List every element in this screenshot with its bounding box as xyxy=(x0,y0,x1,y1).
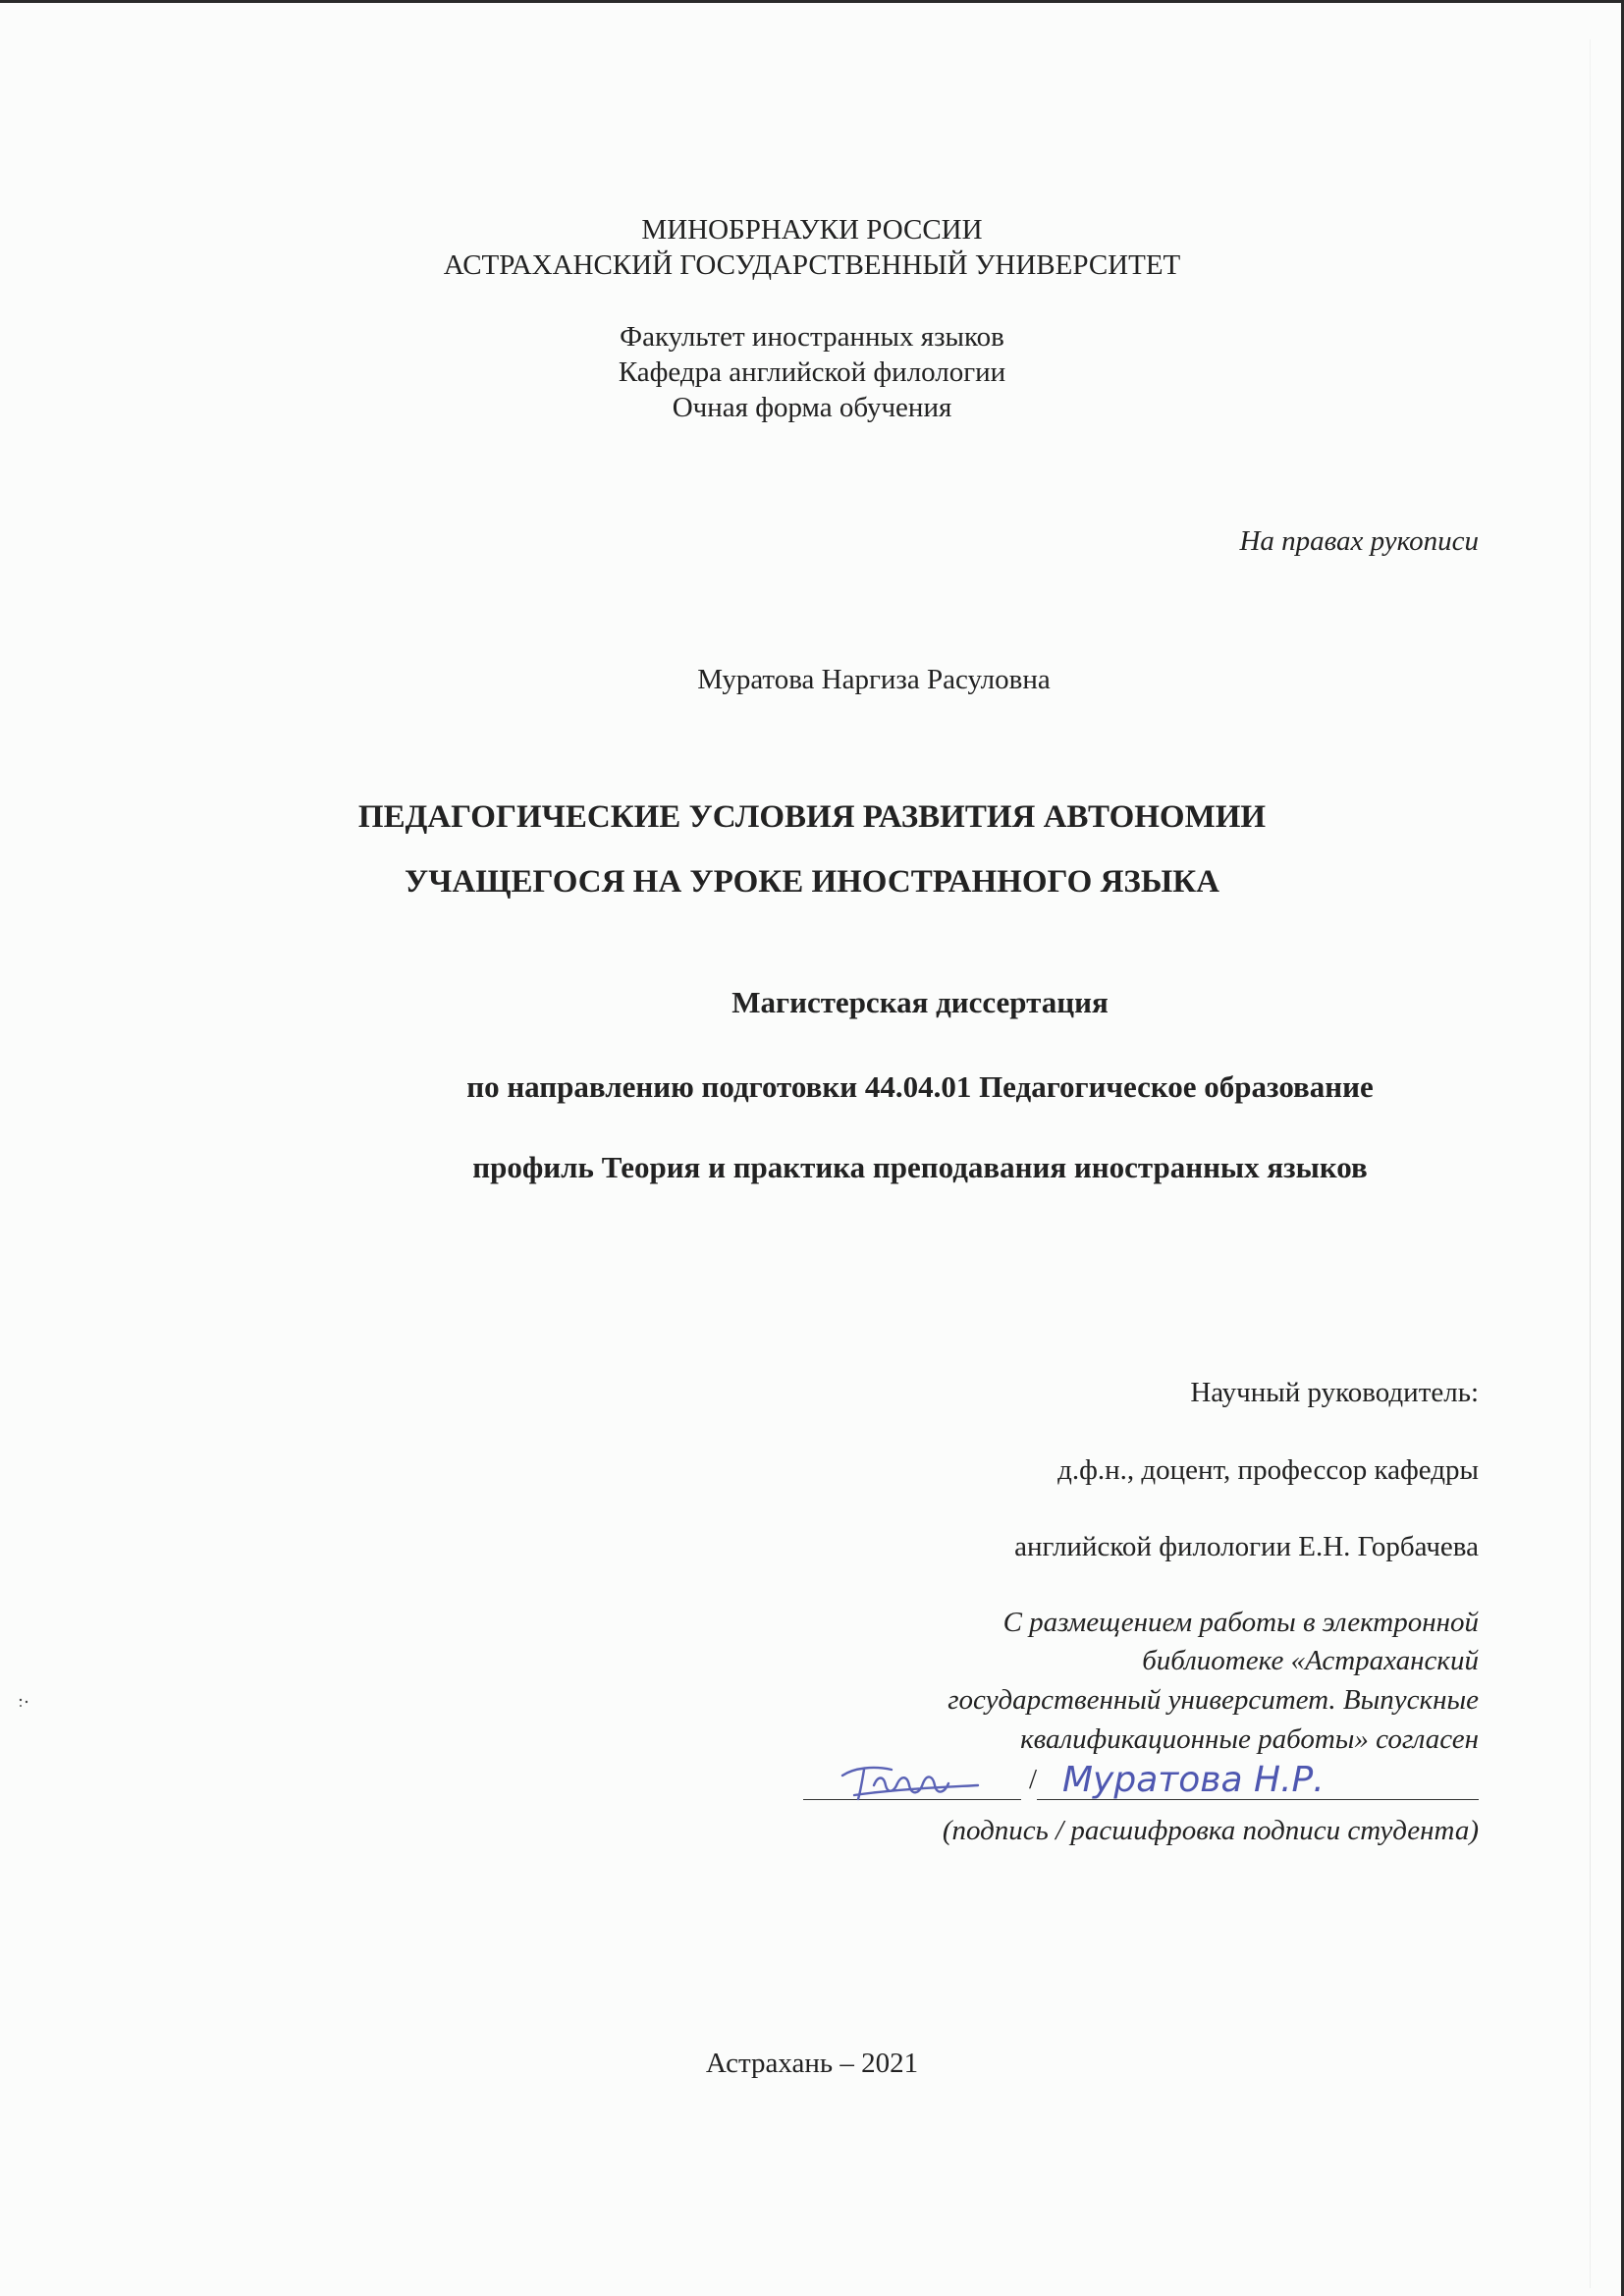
signature-separator: / xyxy=(1029,1764,1038,1795)
manuscript-note: На правах рукописи xyxy=(1239,525,1479,557)
student-signature-transcript xyxy=(1058,1748,1402,1807)
training-profile: профиль Теория и практика преподавания иностранных языков xyxy=(472,1150,1368,1184)
thesis-title-line-1: ПЕДАГОГИЧЕСКИЕ УСЛОВИЯ РАЗВИТИЯ АВТОНОМИИ xyxy=(357,799,1267,835)
supervisor-position: д.ф.н., доцент, профессор кафедры xyxy=(1057,1454,1479,1486)
consent-line-2: библиотеке «Астраханский xyxy=(1142,1645,1479,1676)
scan-speck xyxy=(18,1697,37,1709)
signature-caption: (подпись / расшифровка подписи студента) xyxy=(942,1815,1479,1846)
consent-line-1: С размещением работы в электронной xyxy=(1002,1607,1479,1638)
faculty-name: Факультет иностранных языков xyxy=(620,321,1004,353)
supervisor-label: Научный руководитель: xyxy=(1190,1377,1479,1408)
university-name: АСТРАХАНСКИЙ ГОСУДАРСТВЕННЫЙ УНИВЕРСИТЕТ xyxy=(443,249,1181,281)
work-type: Магистерская диссертация xyxy=(731,985,1109,1019)
author-name: Муратова Наргиза Расуловна xyxy=(697,664,1051,695)
thesis-title-line-2: УЧАЩЕГОСЯ НА УРОКЕ ИНОСТРАННОГО ЯЗЫКА xyxy=(405,864,1219,900)
ministry-name: МИНОБРНАУКИ РОССИИ xyxy=(641,214,983,246)
supervisor-name: английской филологии Е.Н. Горбачева xyxy=(1014,1531,1479,1562)
consent-line-3: государственный университет. Выпускные xyxy=(947,1684,1479,1716)
training-direction: по направлению подготовки 44.04.01 Педагогическое образование xyxy=(466,1069,1374,1104)
city-year: Астрахань – 2021 xyxy=(705,2048,919,2079)
student-signature-mark xyxy=(835,1746,982,1805)
department-name: Кафедра английской филологии xyxy=(618,356,1006,388)
study-form: Очная форма обучения xyxy=(672,392,952,423)
consent-line-4-text: квалификационные работы» согласен xyxy=(1020,1723,1479,1755)
signature-transcript-text: Муратова Н.Р. xyxy=(1062,1760,1325,1800)
scan-edge-top xyxy=(0,0,1624,3)
